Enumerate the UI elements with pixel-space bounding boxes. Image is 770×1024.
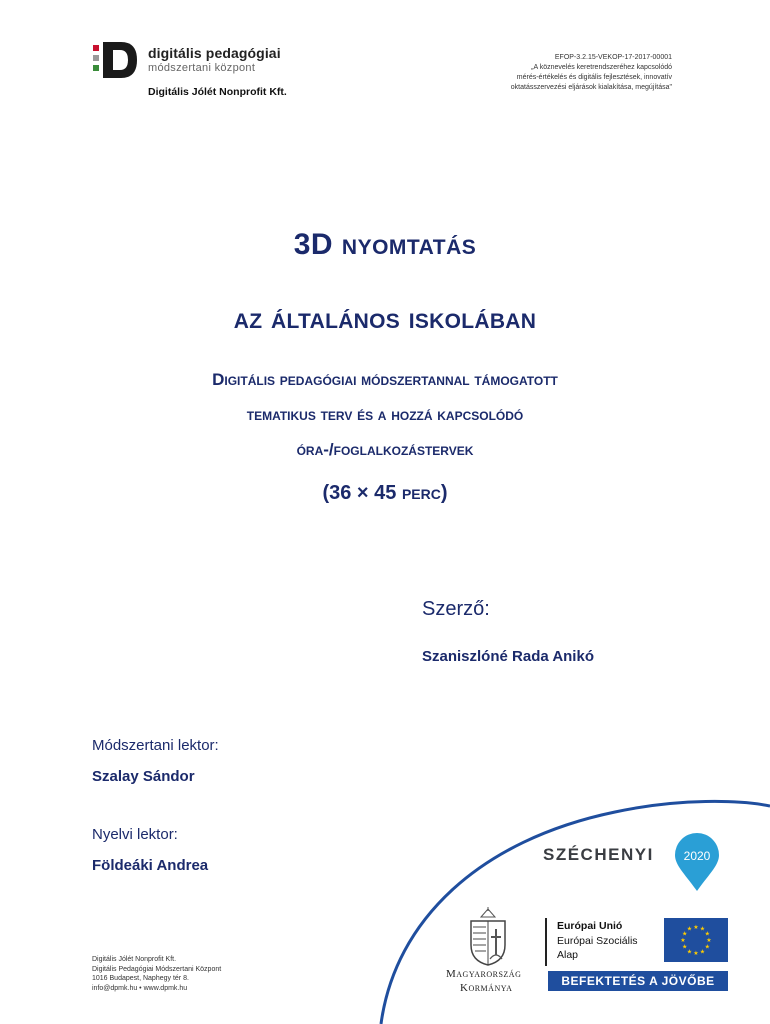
author-label: Szerző:: [422, 598, 490, 620]
invest-banner: BEFEKTETÉS A JÖVŐBE: [548, 971, 728, 991]
organization-name: Digitális Jólét Nonprofit Kft.: [148, 86, 287, 98]
subtitle-line-2: tematikus terv és a hozzá kapcsolódó: [246, 405, 524, 424]
eu-line-2: Európai Szociális: [557, 935, 638, 947]
main-title-line-1: 3D nyomtatás: [293, 228, 477, 261]
logo-subtitle: módszertani központ: [148, 62, 256, 74]
duration: (36 × 45 perc): [322, 482, 448, 504]
project-line: EFOP-3.2.15-VEKOP-17-2017-00001: [554, 54, 672, 61]
eu-star-icon: ★: [706, 938, 712, 944]
eu-star-icon: ★: [686, 926, 693, 933]
hungarian-crest-icon: [463, 907, 513, 967]
dpmk-logo-icon: [93, 42, 139, 78]
language-reviewer-label: Nyelvi lektor:: [92, 826, 178, 843]
footer-address: [92, 955, 221, 993]
footer-line: Digitális Jólét Nonprofit Kft.: [92, 956, 177, 963]
footer-line: 1016 Budapest, Naphegy tér 8.: [92, 975, 189, 982]
eu-star-icon: ★: [699, 949, 706, 956]
eu-star-icon: ★: [680, 938, 686, 944]
method-reviewer-label: Módszertani lektor:: [92, 737, 219, 754]
project-line: oktatásszervezési eljárások kialakítása, megújítása": [510, 84, 672, 91]
eu-star-icon: ★: [704, 931, 710, 938]
government-line-1: Magyarország: [446, 968, 522, 980]
eu-star-icon: ★: [693, 925, 699, 931]
eu-line-3: Alap: [557, 949, 579, 961]
language-reviewer-name: Földeáki Andrea: [92, 857, 209, 874]
method-reviewer-name: Szalay Sándor: [92, 768, 195, 785]
szechenyi-year: 2020: [683, 849, 711, 863]
eu-line-1: Európai Unió: [557, 920, 623, 932]
footer-line: info@dpmk.hu • www.dpmk.hu: [92, 984, 188, 992]
eu-star-icon: ★: [699, 926, 706, 933]
szechenyi-text: SZÉCHENYI: [543, 845, 654, 864]
eu-star-icon: ★: [704, 944, 710, 951]
main-title-line-2: az általános iskolában: [233, 302, 537, 335]
eu-star-icon: ★: [682, 944, 688, 951]
project-line: mérés-értékelés és digitális fejlesztések, innovatív: [516, 74, 672, 81]
logo-title: digitális pedagógiai: [148, 45, 281, 61]
eu-star-icon: ★: [682, 931, 688, 938]
eu-star-icon: ★: [693, 951, 699, 957]
author-name: Szaniszlóné Rada Anikó: [422, 648, 594, 665]
eu-star-icon: ★: [686, 949, 693, 956]
government-line-2: Kormánya: [460, 982, 513, 994]
eu-flag-icon: [664, 918, 728, 962]
footer-line: Digitális Pedagógiai Módszertani Központ: [92, 965, 222, 973]
szechenyi-2020-icon: [674, 833, 720, 893]
subtitle-line-1: Digitális pedagógiai módszertannal támogatott: [212, 370, 558, 389]
project-line: „A köznevelés keretrendszeréhez kapcsolódó: [531, 64, 672, 71]
project-reference: [432, 53, 672, 93]
subtitle-line-3: óra-/foglalkozástervek: [296, 440, 474, 459]
